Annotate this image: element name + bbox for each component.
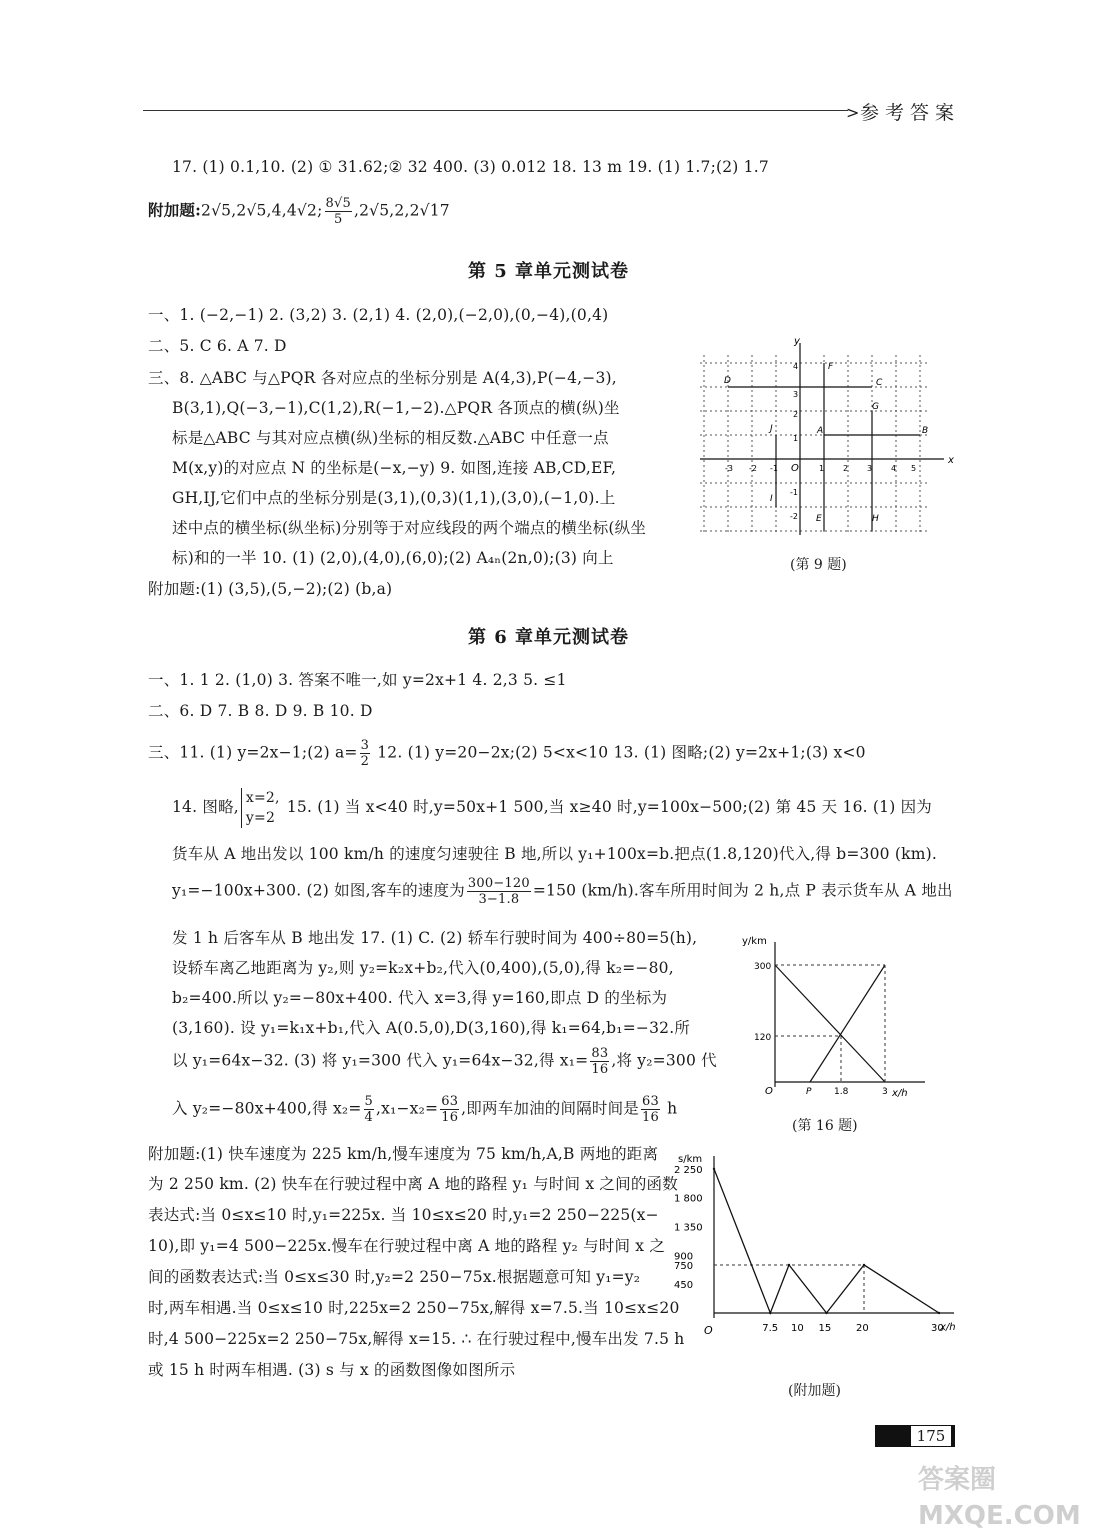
extra-chart-point (769, 1312, 771, 1314)
fig9-point-label: I (770, 494, 773, 504)
fig16-line-truck (775, 965, 885, 1082)
fig16-x-label: x/h (892, 1088, 908, 1099)
ch6-line-2: 二、6. D 7. B 8. D 9. B 10. D (148, 702, 373, 720)
fig9-point-label: B (922, 426, 929, 436)
fig16-line-bus (810, 965, 885, 1082)
fig9-point-label: D (724, 376, 731, 386)
fig16-caption: (第 16 题) (792, 1118, 858, 1134)
equation-system: x=2, y=2 (241, 788, 280, 828)
ch5-line-4: B(3,1),Q(−3,−1),C(1,2),R(−1,−2).△PQR 各顶点的横(纵)坐 (172, 399, 620, 417)
fig16-origin: O (765, 1086, 773, 1097)
ch6-line-5: 货车从 A 地出发以 100 km/h 的速度匀速驶往 B 地,所以 y₁+100x=b.把点(1.8,120)代入,得 b=300 (km). (172, 845, 937, 863)
header-rule (143, 110, 848, 111)
fig9-y-label: y (794, 336, 800, 347)
fig9-point-label: A (817, 426, 824, 436)
fig9-xtick: -1 (770, 464, 778, 473)
extra-line-4: 10),即 y₁=4 500−225x.慢车在行驶过程中离 A 地的路程 y₂ 与时间 x 之 (148, 1237, 666, 1255)
fig9-xtick: 5 (911, 464, 917, 473)
extra-line-3: 表达式:当 0≤x≤10 时,y₁=225x. 当 10≤x≤20 时,y₁=2 250−225(x− (148, 1206, 659, 1224)
extra-chart-xtick: 7.5 (762, 1323, 779, 1334)
ch5-line-6: M(x,y)的对应点 N 的坐标是(−x,−y) 9. 如图,连接 AB,CD,EF, (172, 459, 617, 477)
header-title: 参考答案 (860, 102, 961, 124)
ch6-line-10: (3,160). 设 y₁=k₁x+b₁,代入 A(0.5,0),D(3,160),得 k₁=64,b₁=−32.所 (172, 1019, 691, 1037)
fig16-y-label: y/km (742, 936, 767, 947)
extra-line-7: 时,4 500−225x=2 250−75x,解得 x=15. ∴ 在行驶过程中,慢车出发 7.5 h (148, 1330, 685, 1348)
extra-chart-ytick: 2 250 (674, 1164, 703, 1176)
ch6-title: 第 6 章单元测试卷 (468, 627, 630, 648)
fig9-point-label: C (876, 378, 883, 388)
ch6-line-9: b₂=400.所以 y₂=−80x+400. 代入 x=3,得 y=160,即点 D 的坐标为 (172, 989, 668, 1007)
extra-chart-point (788, 1264, 790, 1266)
extra-part-b: ,2√5,2,2√17 (353, 201, 450, 220)
ch5-line-2: 二、5. C 6. A 7. D (148, 337, 287, 355)
extra-chart-point (713, 1168, 715, 1170)
page-number-badge (875, 1425, 955, 1447)
page-number: 175 (911, 1426, 951, 1446)
ch5-line-8: 述中点的横坐标(纵坐标)分别等于对应线段的两个端点的横坐标(纵坐 (172, 519, 647, 537)
extra-line-6: 时,两车相遇.当 0≤x≤10 时,225x=2 250−75x,解得 x=7.5.当 10≤x≤20 (148, 1299, 680, 1317)
fig9-xtick: 1 (819, 464, 825, 473)
ch5-line-5: 标是△ABC 与其对应点横(纵)坐标的相反数.△ABC 中任意一点 (172, 429, 609, 447)
fig16-ytick: 120 (754, 1033, 772, 1043)
fig9-ytick: 1 (793, 434, 799, 443)
fig16-xtick: 1.8 (834, 1087, 849, 1097)
extra-label: 附加题: (148, 200, 202, 220)
ch5-line-10: 附加题:(1) (3,5),(5,−2);(2) (b,a) (148, 580, 393, 598)
ch6-line-1: 一、1. 1 2. (1,0) 3. 答案不唯一,如 y=2x+1 4. 2,3 5. ≤1 (148, 671, 567, 689)
extra-chart-ytick: 1 350 (674, 1222, 703, 1234)
fig9-ytick: -1 (790, 488, 798, 497)
ch6-line-11: 以 y₁=64x−32. (3) 将 y₁=300 代入 y₁=64x−32,得 x₁= $\frac{83}{16}$ ,将 y₂=300 代 (172, 1046, 717, 1077)
fig9-origin: O (791, 463, 799, 474)
extra-line-2: 为 2 250 km. (2) 快车在行驶过程中离 A 地的路程 y₁ 与时间 x 之间的函数 (148, 1175, 678, 1193)
extra-fraction: $\frac{8√5}{5}$ (325, 196, 351, 227)
extra-chart-xtick: 10 (791, 1323, 804, 1334)
extra-line-5: 间的函数表达式:当 0≤x≤30 时,y₂=2 250−75x.根据题意可知 y₁=y₂ (148, 1268, 641, 1286)
watermark: 答案圈 MXQE.COM (918, 1465, 1081, 1531)
header-arrow-icon: > (846, 103, 860, 122)
fig9-ytick: -2 (790, 512, 798, 521)
fig9-caption: (第 9 题) (790, 557, 847, 573)
ch4-q17-line: 17. (1) 0.1,10. (2) ① 31.62;② 32 400. (3) 0.012 18. 13 m 19. (1) 1.7;(2) 1.7 (172, 158, 769, 176)
extra-chart-point (863, 1264, 865, 1266)
fig9-xtick: 3 (867, 464, 873, 473)
ch4-extra-line (148, 196, 450, 227)
fig9-graph (700, 335, 960, 540)
extra-chart-y-label: s/km (678, 1154, 703, 1165)
ch6-line-3: 三、11. (1) y=2x−1;(2) a= $\frac{3}{2}$ 12. (1) y=20−2x;(2) 5<x<10 13. (1) 图略;(2) y=2x+1;(3) x<0 (148, 738, 866, 769)
extra-chart-xtick: 30 (931, 1323, 944, 1334)
fig9-point-label: J (770, 424, 773, 434)
ch5-line-1: 一、1. (−2,−1) 2. (3,2) 3. (2,1) 4. (2,0),(−2,0),(0,−4),(0,4) (148, 306, 609, 324)
extra-line-8: 或 15 h 时两车相遇. (3) s 与 x 的函数图像如图所示 (148, 1361, 516, 1379)
extra-chart-point (825, 1312, 827, 1314)
fig9-xtick: -3 (725, 464, 733, 473)
fig9-point-label: G (872, 402, 879, 412)
fig16-xtick: P (806, 1087, 812, 1097)
extra-chart-series-line (714, 1169, 939, 1313)
ch5-line-3: 三、8. △ABC 与△PQR 各对应点的坐标分别是 A(4,3),P(−4,−3), (148, 369, 617, 387)
extra-chart-xtick: 20 (856, 1323, 869, 1334)
extra-chart-ytick: 750 (674, 1260, 694, 1272)
fig9-xtick: -2 (749, 464, 757, 473)
fig9-point-label: E (816, 514, 822, 524)
ch6-line-8: 设轿车离乙地距离为 y₂,则 y₂=k₂x+b₂,代入(0,400),(5,0),得 k₂=−80, (172, 959, 674, 977)
fig9-point-label: F (828, 362, 834, 372)
extra-chart-x-label: x/h (940, 1322, 956, 1333)
fig9-xtick: 4 (891, 464, 897, 473)
fig16-ytick: 300 (754, 962, 772, 972)
ch6-line-7: 发 1 h 后客车从 B 地出发 17. (1) C. (2) 轿车行驶时间为 400÷80=5(h), (172, 929, 698, 947)
fig16-graph (740, 932, 930, 1102)
extra-chart-origin: O (704, 1324, 713, 1337)
ch6-line-12: 入 y₂=−80x+400,得 x₂= $\frac{5}{4}$ ,x₁−x₂= $\frac{63}{16}$ ,即两车加油的间隔时间是 $\frac{63}{16}$ h (172, 1094, 678, 1125)
extra-chart-ytick: 900 (674, 1251, 694, 1263)
fig9-x-label: x (948, 455, 954, 466)
extra-chart-point (938, 1312, 940, 1314)
fig9-ytick: 3 (793, 390, 799, 399)
fig9-ytick: 4 (793, 362, 799, 371)
fig9-xtick: 2 (843, 464, 849, 473)
extra-chart-ytick: 450 (674, 1280, 694, 1292)
extra-line-1: 附加题:(1) 快车速度为 225 km/h,慢车速度为 75 km/h,A,B 两地的距离 (148, 1145, 659, 1163)
extra-chart-xtick: 15 (818, 1323, 832, 1334)
fig9-ytick: 2 (793, 410, 799, 419)
extra-chart-ytick: 1 800 (674, 1193, 703, 1205)
extra-chart-caption: (附加题) (788, 1383, 841, 1399)
fig9-point-label: H (872, 514, 879, 524)
extra-part-a: 2√5,2√5,4,4√2; (201, 201, 323, 220)
ch5-line-9: 标)和的一半 10. (1) (2,0),(4,0),(6,0);(2) A₄ₙ(2n,0);(3) 向上 (172, 549, 614, 567)
ch6-line-6: y₁=−100x+300. (2) 如图,客车的速度为 $\frac{300-120}{3-1.8}$ =150 (km/h).客车所用时间为 2 h,点 P 表示货车从 A 地出 (172, 876, 953, 907)
ch6-line-4: 14. 图略, x=2, y=2 15. (1) 当 x<40 时,y=50x+1 500,当 x≥40 时,y=100x−500;(2) 第 45 天 16. (1) 因为 (172, 790, 932, 826)
ch5-line-7: GH,IJ,它们中点的坐标分别是(3,1),(0,3)(1,1),(3,0),(−1,0).上 (172, 489, 616, 507)
extra-chart (672, 1148, 972, 1358)
ch5-title: 第 5 章单元测试卷 (468, 261, 630, 282)
fig16-xtick: 3 (882, 1087, 888, 1097)
